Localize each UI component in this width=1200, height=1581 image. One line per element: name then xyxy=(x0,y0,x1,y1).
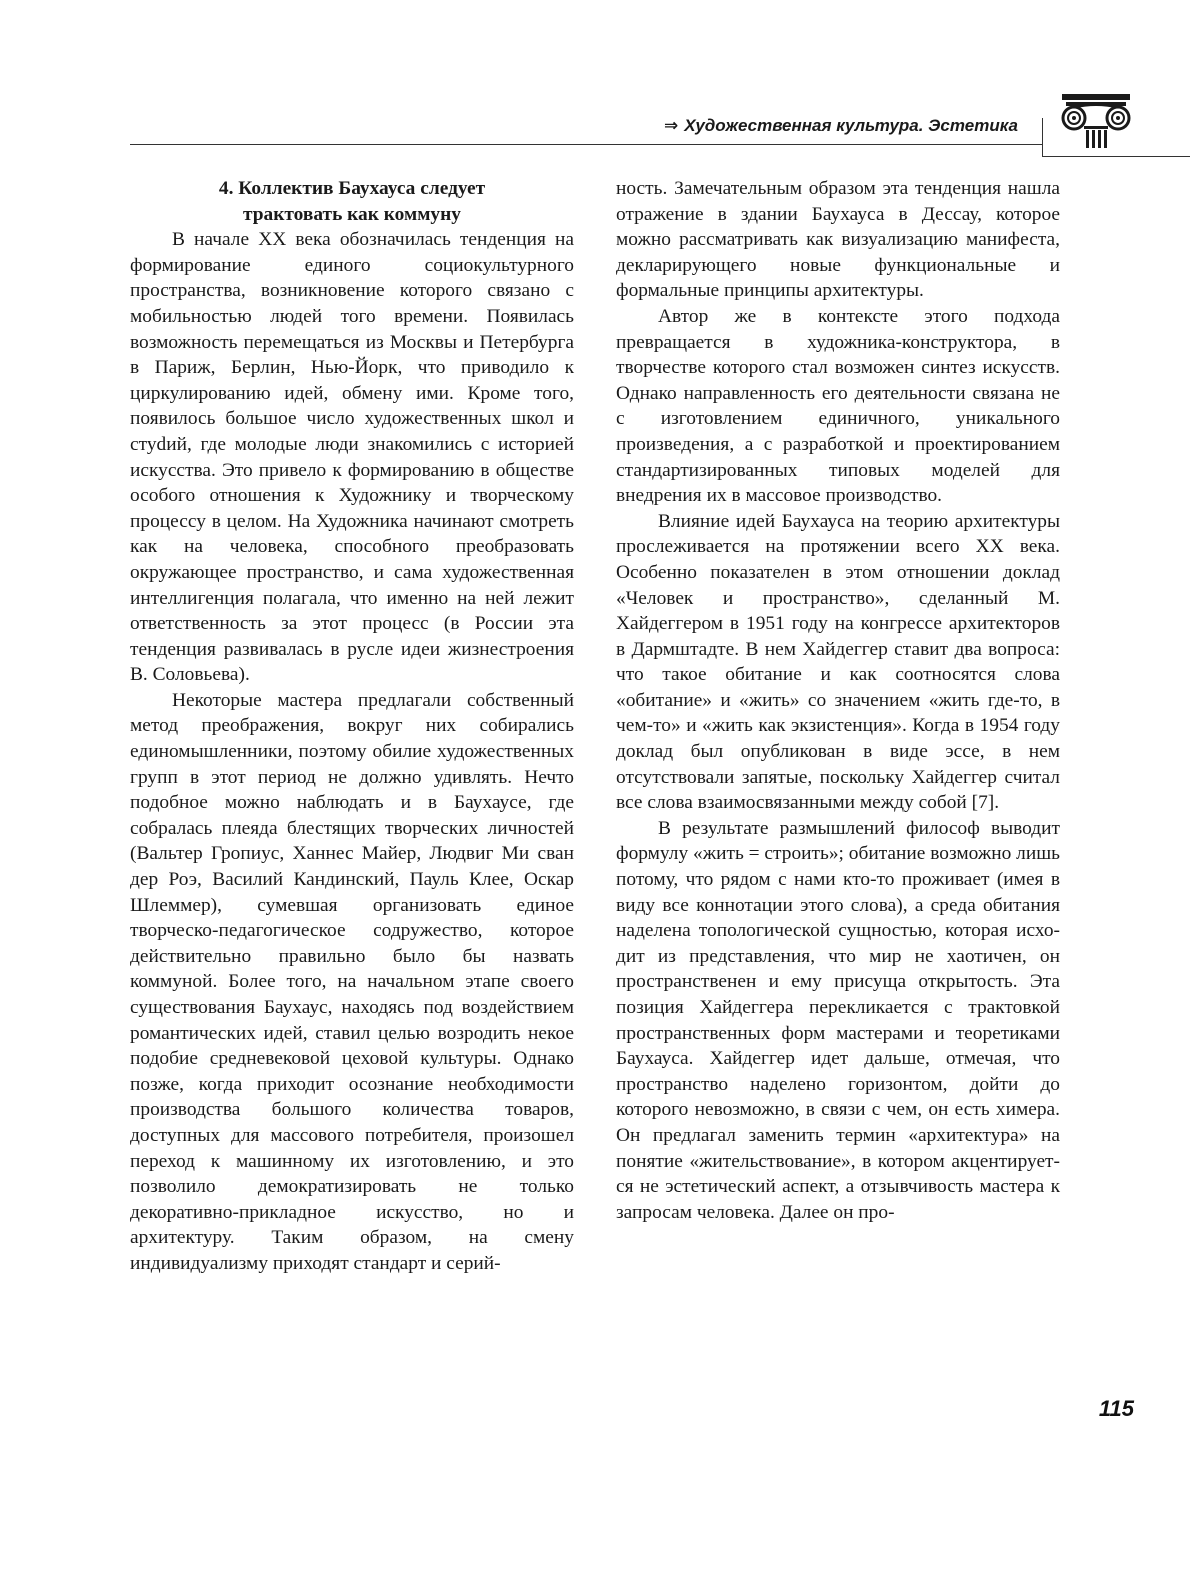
running-title-text: Художественная культура. Эстетика xyxy=(684,116,1018,135)
ionic-capital-icon xyxy=(1058,88,1134,148)
section-title-line-1: 4. Коллектив Баухауса следует xyxy=(218,178,486,199)
header-bracket-horizontal xyxy=(1042,156,1190,157)
right-paragraph-3: В результате размышлений философ выводит формулу «жить = строить»; обитание возможно лишь потому, что рядом с нами кто-то проживает (имея в виду все коннотации этого слова), а среда обитания наделена топологической сущностью, которая исходит из представления, что мир не хаотичен, он пространственен и ему присуща открытость. Эта позиция Хайдеггера перекликается с трактовкой пространственных форм мастерами и теоретиками Баухауса. Хайдеггер идет дальше, отмечая, что пространство наделено горизонтом, дойти до которого невозможно, в связи с чем, он есть химера. Он предлагал заменить термин «архитектура» на понятие «жительствование», в котором акцентируется не эстетический аспект, а отзывчивость мастера к запросам человека. Далее он про- xyxy=(616,817,1060,1223)
header-rule xyxy=(130,144,1042,145)
section-title-line-2: трактовать как коммуну xyxy=(242,203,461,225)
left-column xyxy=(130,176,574,1277)
right-paragraph-1: Автор же в контексте этого подхода превращается в художника-конструктора, в творчестве которого стал возможен синтез искусств. Однако направленность его деятельности связана не с изготовлением единичного, уникального произведения, а с разработкой и проектированием стандартизированных типовых моделей для внедрения их в массовое производство. xyxy=(616,305,1060,507)
arrow-icon: ⇒ xyxy=(663,116,679,135)
right-paragraph-2: Влияние идей Баухауса на теорию архитектуры прослеживается на протяжении всего XX века. Особенно показателен в этом отношении доклад «Человек и пространство», сделанный М. Хайдеггером в 1951 году на конгрессе архитекторов в Дармштадте. В нем Хайдеггер ставит два вопроса: что такое обитание и как соотносятся слова «обитание» и «жить» со значением «жить где-то, в чем-то» и «жить как экзистенция». Когда в 1954 году доклад был опубликован в виде эссе, в нем отсутствовали запятые, поскольку Хайдеггер считал все слова взаимосвязанными между собой [7]. xyxy=(616,510,1060,814)
right-column xyxy=(616,176,1060,1225)
running-title xyxy=(664,116,1018,136)
page-number: 115 xyxy=(1098,1396,1134,1421)
section-title xyxy=(130,176,574,227)
left-paragraph-1: В начале XX века обозначилась тенденция на формирование единого социокультурного пространства, возникновение которого связано с мобильностью людей того времени. Появилась возможность перемещаться из Москвы и Петербурга в Париж, Берлин, Нью-Йорк, что приводило к циркулированию идей, обмену ими. Кроме того, появилось большое число художественных школ и стуdий, где молодые люди знакомились с историей искусства. Это привело к формированию в обществе особого отношения к Художнику и творческому процессу в целом. На Художника начинают смотреть как на человека, способного преобразовать окружающее пространство, и сама художественная интеллигенция полагала, что именно на ней лежит ответственность за этот процесс (в России эта тенденция развивалась в русле идеи жизнестроения В. Соловьева). xyxy=(130,229,574,686)
left-paragraph-2: Некоторые мастера предлагали собственный метод преображения, вокруг них собирались единомышленники, поэтому обилие художественных групп в этот период не должно удивлять. Нечто подобное можно наблюдать и в Баухаусе, где собралась плеяда блестящих творческих личностей (Вальтер Гропиус, Ханнес Майер, Людвиг Ми сван дер Роэ, Василий Кандинский, Пауль Клее, Оскар Шлеммер), сумевшая организовать единое творческо-педагогическое содружество, которое действительно правильно было бы назвать коммуной. Более того, на начальном этапе своего существования Баухаус, находясь под воздействием романтических идей, ставил целью возродить некое подобие средневековой цеховой культуры. Однако позже, когда приходит осознание необходимости производства большого количества товаров, доступных для массового потребителя, произошел переход к машинному их изготовлению, и это позволило демократизировать не только декоративно-прикладное искусство, но и архитектуру. Таким образом, на смену индивидуализму приходят стандарт и серий- xyxy=(130,689,574,1274)
running-header xyxy=(0,0,1200,170)
right-paragraph-continuation: ность. Замечательным образом эта тенденция нашла отражение в здании Баухауса в Дессау, которое можно рассматривать как визуализацию манифеста, декларирующего новые функциональные и формальные принципы архитектуры. xyxy=(616,178,1060,302)
header-bracket-vertical xyxy=(1042,118,1043,156)
